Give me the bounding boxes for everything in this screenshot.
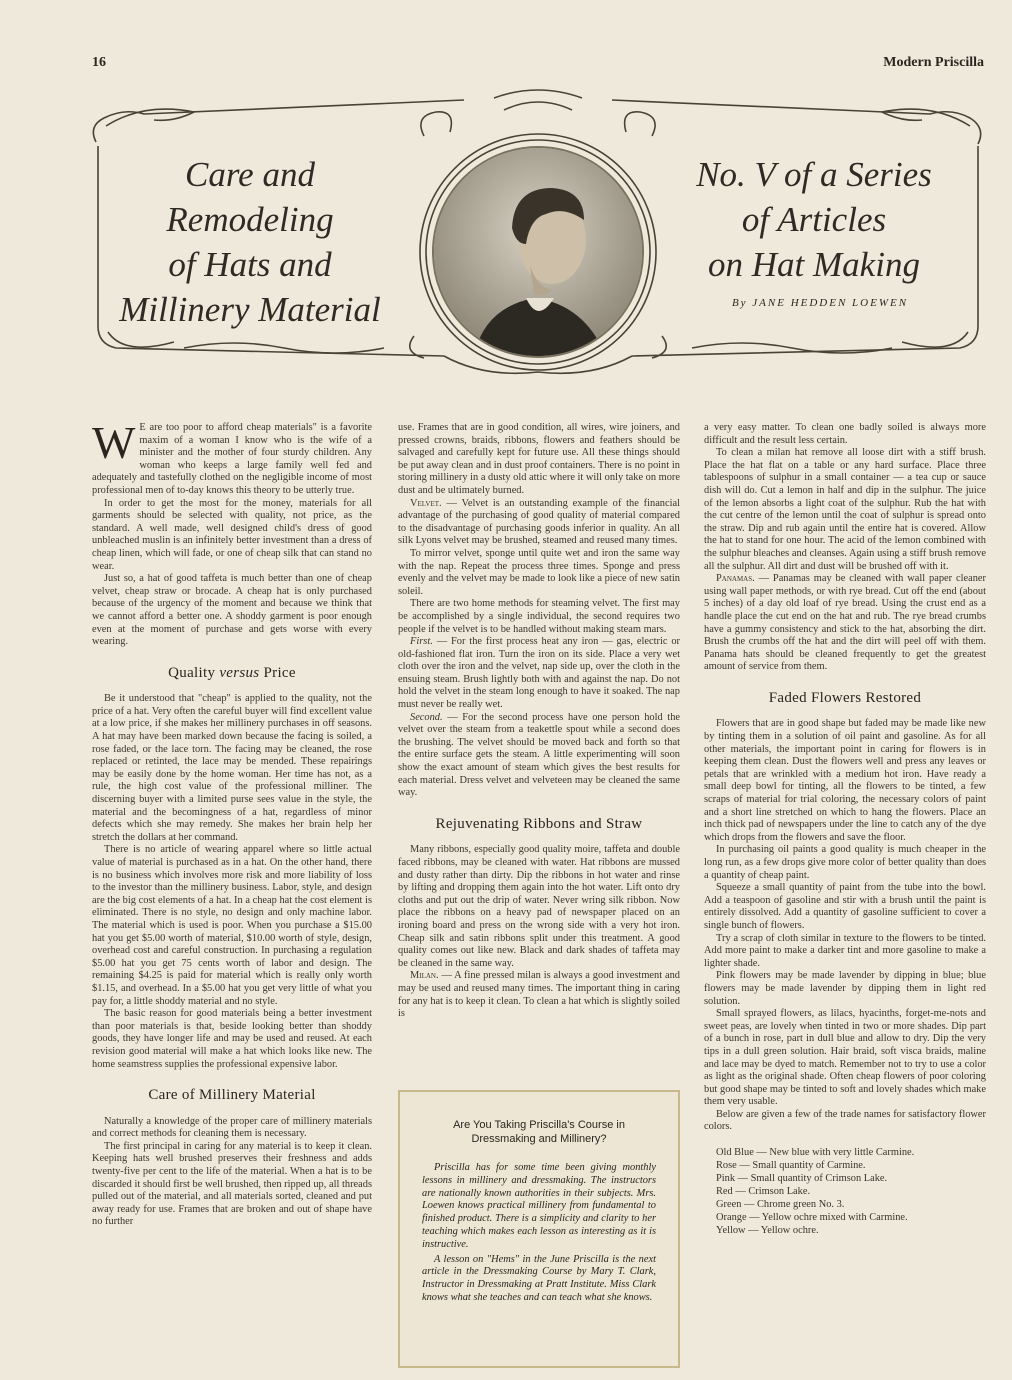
title-line: No. V of a Series [696,155,932,194]
article-title [100,152,400,332]
portrait-image-icon [434,148,642,356]
paragraph: The basic reason for good materials being a better investment than poor materials is that, beside looking better than shoddy goods, they have longer life and may be used and reused. At each revision good material will make a hat which looks like new. The home seamstress supplies the professional expensive labor. [92,1008,372,1070]
run-in-label: Second. [410,711,443,723]
author-portrait [432,146,644,358]
paragraph: There is no article of wearing apparel where so little actual value of material is purchased as in a hat. On the other hand, there is no business which involves more risk and more liability of loss to the investor than the millinery business. Labor, style, and design are the big cost elements of a hat. In a cheap hat the cost element is eliminated. There is no style, no design and only machine labor. The material which is used is poor. When you purchase a $15.00 hat you get $5.00 worth of material, $10.00 worth of style, design, overhead cost and careful construction. In purchasing a regulation $5.00 hat you get 75 cents worth of labor and design. The remaining $4.25 is paid for material which is really only worth $1.15, and overhead. In a $5.00 hat you get very little of what you pay for, a little shoddy material and no style. [92,844,372,1007]
subheading-text: Quality [168,664,220,681]
byline: By JANE HEDDEN LOEWEN [731,297,909,309]
paragraph: To clean a milan hat remove all loose dirt with a stiff brush. Place the hat flat on a table or any hard surface. Place three tablespoons of sulphur in a small container — a tea cup or sauce dish will do. Cut a lemon in half and dip in the sulphur. The juice of the lemon absorbs a light coat of the sulphur. Rub the hat with the cut centre of the lemon until the coat of sulphur is spread onto the straw. Dip and rub again until the entire hat is covered. Allow the hat to stand for one hour. The acid of the lemon combined with the sulphur bleaches and cleanses. Again using a stiff brush remove all the sulphur. All dirt and dust will be brushed off with it. [704,447,986,572]
subheading-quality [92,664,372,681]
drop-cap: W [92,417,136,468]
paragraph [398,498,680,548]
list-item: Yellow — Yellow ochre. [716,1225,819,1237]
paragraph: To mirror velvet, sponge until quite wet and iron the same way with the nap. Repeat the process three times. Sponge and press evenly and the velvet may be made to look like a piece of new satin soleil. [398,547,680,597]
title-line: Millinery Material [119,290,381,329]
paragraph: There are two home methods for steaming velvet. The first may be accomplished by a single individual, the second requires two people if the velvet is to be handled without making steam mars. [398,598,680,635]
column-2 [398,422,680,1021]
paragraph [398,970,680,1020]
paragraph: Try a scrap of cloth similar in texture to the flowers to be tinted. Add more paint to make a darker tint and more gasoline to make a lighter shade. [704,932,986,969]
list-item: Red — Crimson Lake. [716,1186,811,1198]
sidebar-paragraph: A lesson on "Hems" in the June Priscilla is the next article in the Dressmaking Course by Mary T. Clark, Instructor in Dressmaking at Pratt Institute. Miss Clark knows what she teaches and can teach what she knows. [422,1253,656,1303]
subheading-care: Care of Millinery Material [148,1087,316,1104]
series-title [664,152,964,287]
sidebar-paragraph: Priscilla has for some time been giving monthly lessons in millinery and dressmaking. The instructors are nationally known authorities in their subjects. Mrs. Loewen knows practical millinery from fundamental to finished product. There is a simplicity and clarity to her teaching which makes each lesson as interesting as it is instructive. [422,1162,656,1250]
paragraph: The first principal in caring for any material is to keep it clean. Keeping hats well brushed preserves their freshness and adds twenty-five per cent to the life of the material. When a hat is to be discarded it should first be well brushed, then ripped up, all threads pulled out of the material, and all materials sorted, cleaned and put away ready for use. Frames that are broken and out of shape have no further [92,1140,372,1228]
paragraph [398,636,680,712]
paragraph [398,712,680,800]
page-number: 16 [92,55,106,70]
paragraph: use. Frames that are in good condition, all wires, wire joiners, and pressed crowns, braids, ribbons, flowers and feathers should be salvaged and carefully kept for future use. All these things should be put away clean and in dust proof containers. There is no point in storing millinery in a dusty old attic where it will only take on more dust and be ultimately burned. [398,422,680,496]
run-in-label: First. [410,636,433,648]
paragraph: Many ribbons, especially good quality moire, taffeta and double faced ribbons, may be cleaned with water. Hat ribbons are mussed and dusty rather than dirty. Dip the ribbons in hot water and rinse by lifting and dropping them again into the hot water. Lift onto dry cloths and put out the drip of water. Never wring silk ribbon. Now place the ribbons on a heavy pad of newspaper placed on an ironing board and press on the wrong side with a very hot iron. Cheap silk and satin ribbons split under this treatment. A good quality comes out like new. Black and dark shades of taffeta may be cleaned in the same way. [398,844,680,969]
title-line: of Articles [741,200,887,239]
run-in-label: Milan. [410,970,439,982]
paragraph: Be it understood that "cheap" is applied to the quality, not the price of a hat. Very often the careful buyer will find excellent value at a low price, if she makes her millinery purchases in off seasons. A hat may have been marked down because the facing is soiled, a rose faded, or the lace torn. The facing may be cleaned, the rose replaced or retinted, the lace may be mended. These repairings may be easily done by the home woman. Her time has not, as a rule, the high cost value of the professional milliner. The discerning buyer with a limited purse sees value in the style, the material and the becomingness of a hat, regardless of minor defects which she may remedy. She makes her brain help her stretch the dollars at her command. [92,693,372,843]
sidebar-question: Are You Taking Priscilla's Course in Dressmaking and Millinery? [453,1119,625,1145]
paragraph [704,573,986,674]
subheading-text: Price [259,664,296,681]
subheading-rejuvenating: Rejuvenating Ribbons and Straw [435,815,643,832]
paragraph-text: E are too poor to afford cheap materials" is a favorite maxim of a woman I know who is the wife of a minister and the mother of four sturdy children. Any woman who keeps a large family well fed and adequately and tastefully clothed on the negligible income of most professional men of to-day knows this theory to be utterly true. [92,422,372,496]
paragraph: Naturally a knowledge of the proper care of millinery materials and correct methods for cleaning them is necessary. [92,1115,372,1140]
paragraph: a very easy matter. To clean one badly soiled is always more difficult and the result less certain. [704,422,986,446]
paragraph-text: — A fine pressed milan is always a good investment and may be used and reused many times. The important thing in caring for any hat is to keep it clean. To clean a hat which is slightly soiled is [398,970,680,1020]
paragraph-text: — Velvet is an outstanding example of the financial advantage of the purchasing of good quality of material compared to the disadvantage of purchasing goods inferior in quality. An all silk Lyons velvet may be brushed, steamed and reused many times. [398,497,680,547]
list-item: Rose — Small quantity of Carmine. [716,1160,866,1172]
paragraph: Flowers that are in good shape but faded may be made like new by tinting them in a solution of oil paint and gasoline. As for all other materials, the important point in caring for flowers is in keeping them clean. Dust the flowers well and press any leaves or petals that are wrinkled with a medium hot iron. Have ready a small deep bowl for tinting, all the flowers to be tinted, a few scraps of material for trial coloring, the necessary colors of paint and a short line stretched on which to hang the flowers. Place an inch thick pad of newspapers under the line to catch any of the dye which drops from the flowers and save the floor. [704,718,986,843]
paragraph-text: — For the second process have one person hold the velvet over the steam from a teakettle spout while a second does the brushing. The velvet should be moved back and forth so that the entire surface gets the steam. A little experimenting will soon show the exact amount of steam which gives the best results for each material. Dress velvet and velveteen may be cleaned the same way. [398,711,680,799]
paragraph [92,417,372,498]
paragraph: Pink flowers may be made lavender by dipping in blue; blue flowers may be made lavender by dipping them in light red solution. [704,970,986,1007]
list-item: Orange — Yellow ochre mixed with Carmine. [716,1212,908,1224]
running-head [92,55,984,75]
paragraph: Below are given a few of the trade names for satisfactory flower colors. [704,1108,986,1133]
title-line: Care and Remodeling [166,155,334,239]
paragraph: Squeeze a small quantity of paint from the tube into the bowl. Add a teaspoon of gasoline and stir with a brush until the paint is entirely dissolved. Add a quantity of gasoline sufficient to cover a single bunch of flowers. [704,882,986,931]
title-line: of Hats and [168,245,332,284]
paragraph: In order to get the most for the money, materials for all garments should be selected with quality, not price, as the standard. A well made, well designed child's dress of good unbleached muslin is an infinitely better investment than a dress of cheap linen, which will fade, or one of cheap silk that can stand no wear. [92,497,372,572]
trade-color-list [704,1146,986,1237]
list-item: Pink — Small quantity of Crimson Lake. [716,1173,888,1185]
list-item: Green — Chrome green No. 3. [716,1199,845,1211]
course-sidebar-box [398,1090,680,1368]
run-in-label: Panamas. [716,573,755,585]
run-in-label: Velvet. [410,497,442,509]
magazine-name: Modern Priscilla [883,55,984,70]
subheading-faded-flowers: Faded Flowers Restored [768,689,922,706]
title-line: on Hat Making [708,245,920,284]
paragraph-text: — Panamas may be cleaned with wall paper cleaner using wall paper methods, or with rye bread. Cut off the end (about 5 inches) of a day old loaf of rye bread. Using the crust end as a handle place the cut end on the hat and rub. The rye bread crumbs have a gummy consistency and stick to the hat, absorbing the dirt. Brush the crumbs off the hat and the dirt will peel off with them. Panama hats should be cleaned frequently to get the greatest amount of service from them. [704,573,986,673]
column-1 [92,417,372,1229]
subheading-text: versus [219,664,260,681]
paragraph: Small sprayed flowers, as lilacs, hyacinths, forget-me-nots and sweet peas, are lovely when tinted in two or more shades. Dip part of a bunch in rose, part in dull blue and allow to dry. Dip the very tips in a dull green solution. Hair braid, soft visca braids, maline and lace may be dyed to match. Remember not to try to use a color as light as the original shade. Often cheap flowers of poor coloring but good shape may be tinted to soft and lovely shades which make them very usable. [704,1008,986,1108]
list-item: Old Blue — New blue with very little Carmine. [716,1147,915,1159]
paragraph-text: — For the first process heat any iron — gas, electric or old-fashioned flat iron. Turn the iron on its side. Place a very wet cloth over the iron and the velvet, nap side up, over the cloth in the ensuing steam. Brush lightly both with and against the nap. Do not hold the velvet in the steam long enough to have it soaked. The nap must never be really wet. [398,636,680,711]
paragraph: Just so, a hat of good taffeta is much better than one of cheap velvet, cheap straw or brocade. A cheap hat is only purchased because of the urgency of the moment and because we think that we cannot afford a better one. A shoddy garment is poor enough even at the moment of purchase and gets worse with every wearing. [92,573,372,648]
paragraph: In purchasing oil paints a good quality is much cheaper in the long run, as a few drops give more color of better quality than does a quantity of cheap paint. [704,844,986,881]
column-3 [704,422,986,1237]
